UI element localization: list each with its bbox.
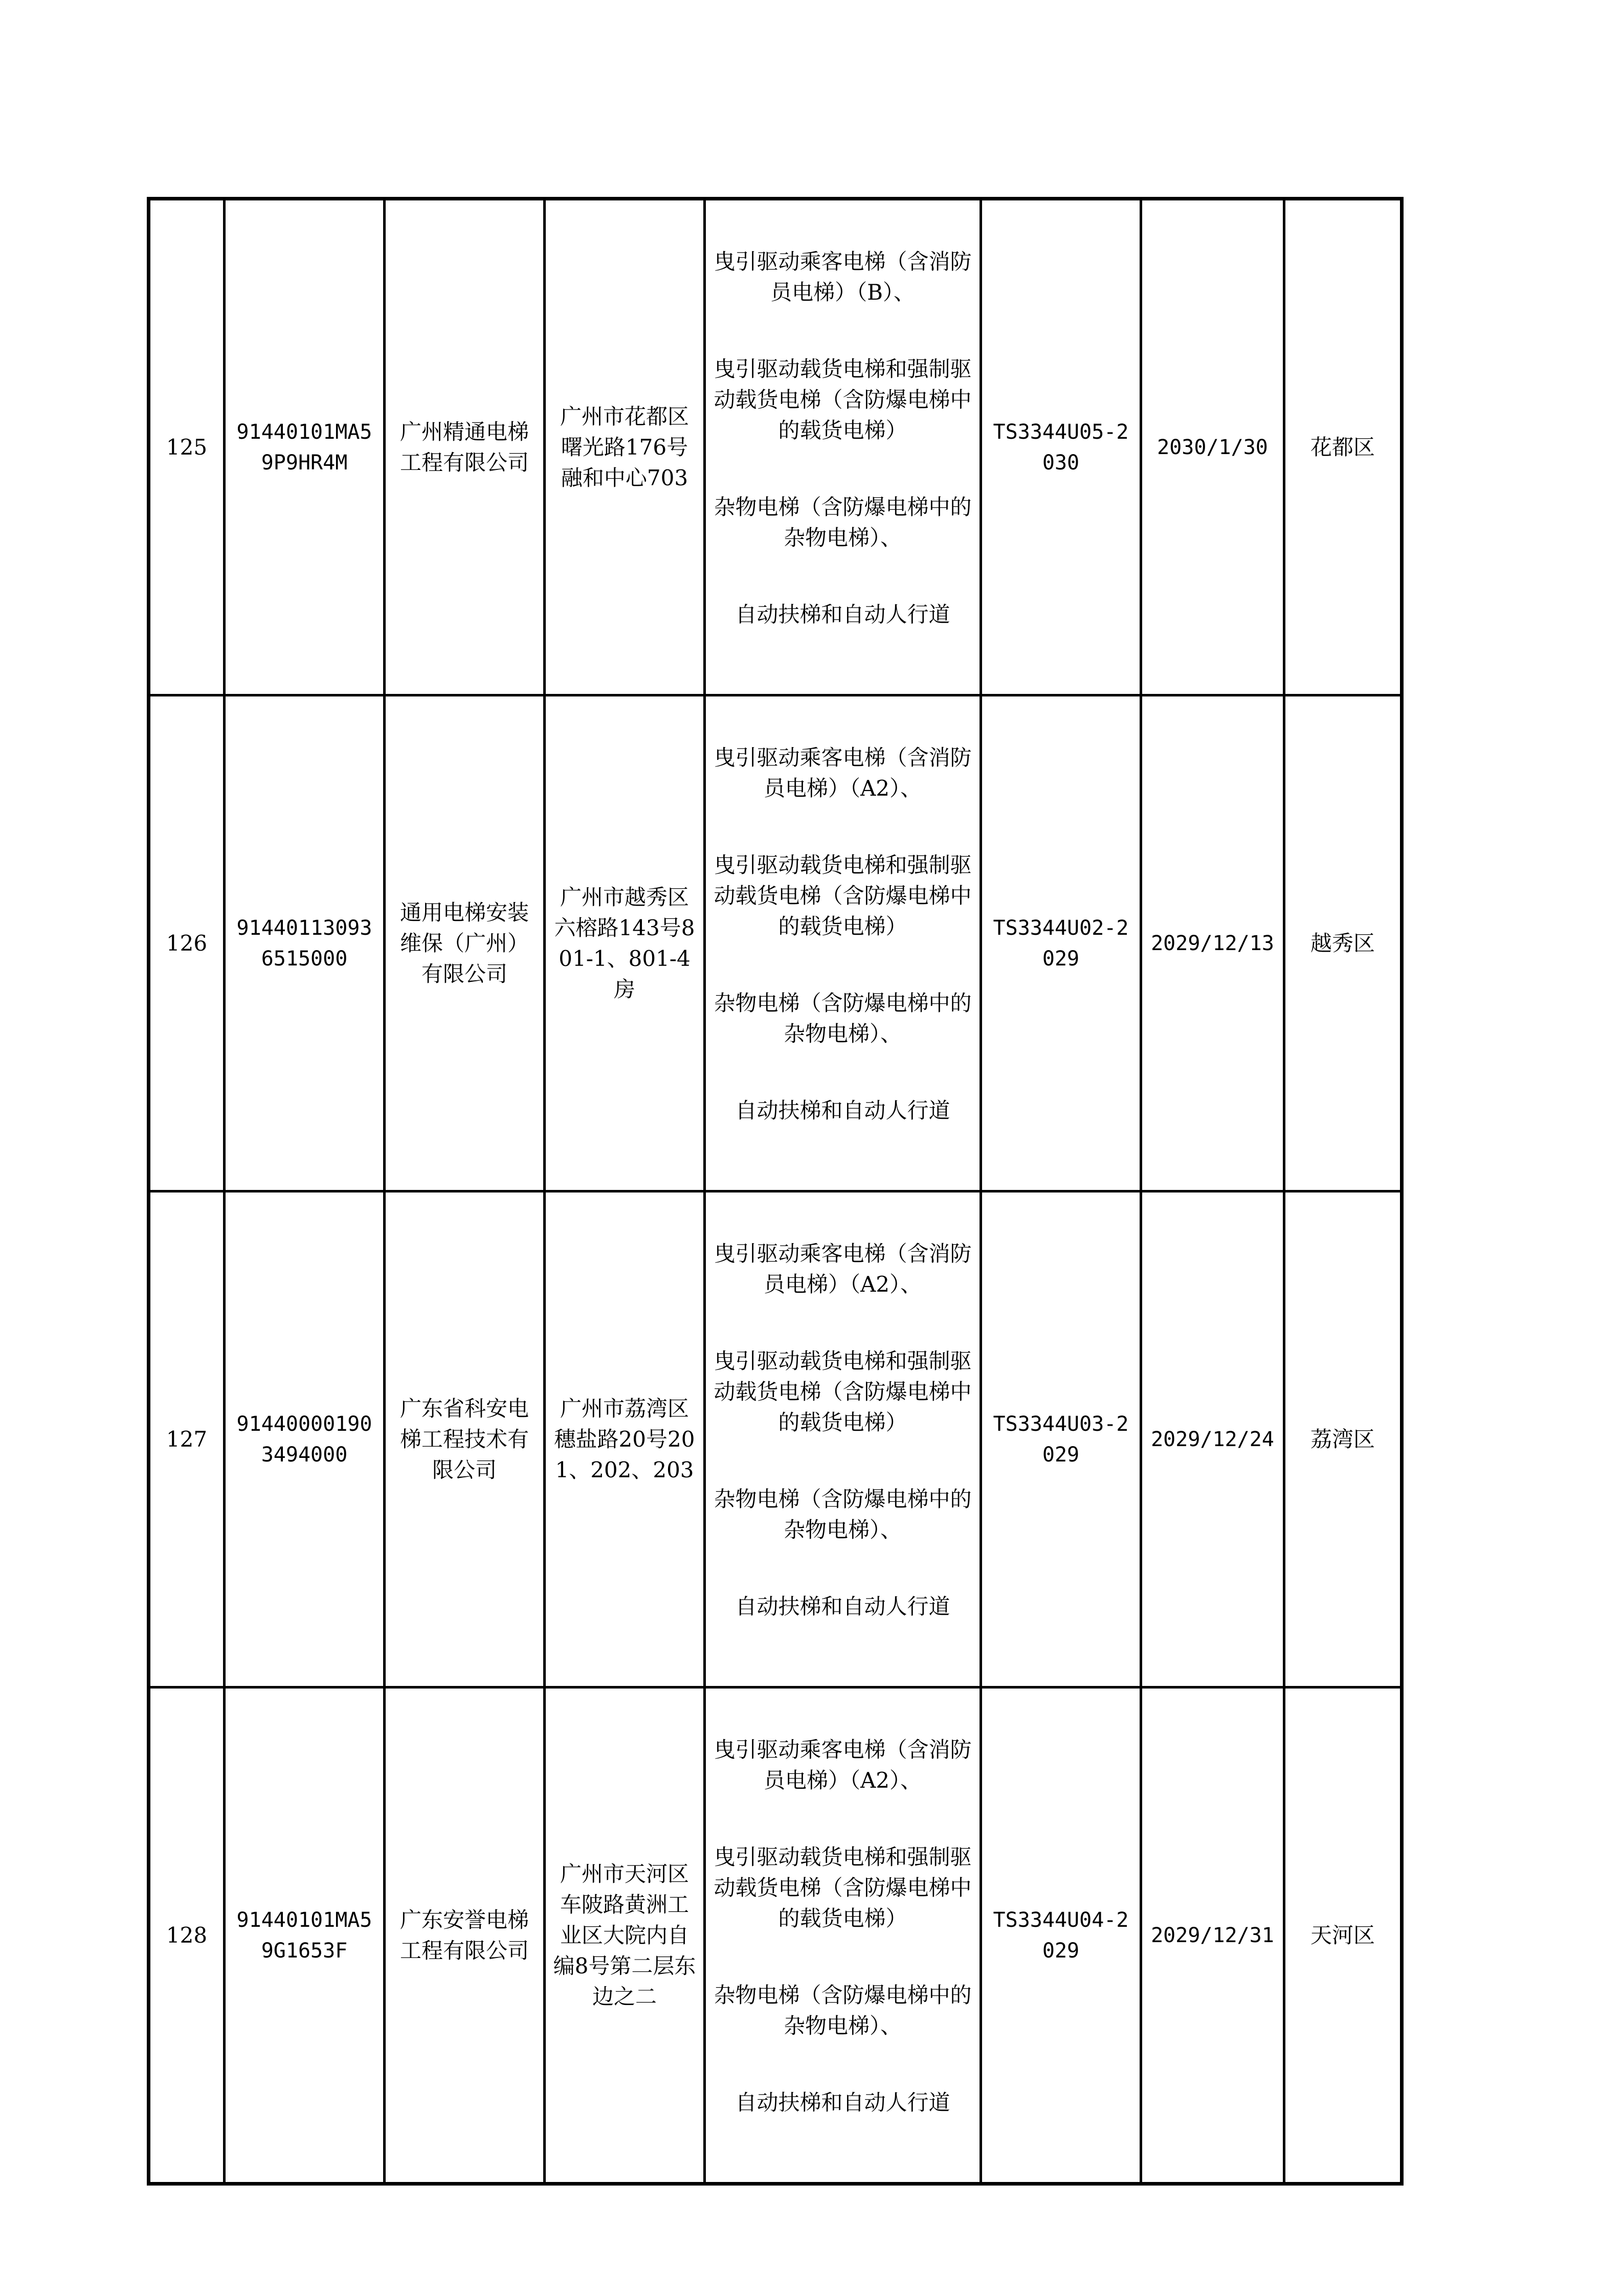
license-type-item: 杂物电梯（含防爆电梯中的杂物电梯）、 xyxy=(714,494,972,550)
credit-code-cell: 91440101MA59P9HR4M xyxy=(225,199,385,695)
table-row xyxy=(149,1687,1402,2184)
table-body xyxy=(149,199,1402,2184)
row-index-cell: 127 xyxy=(149,1191,225,1687)
license-type-item: 自动扶梯和自动人行道 xyxy=(735,1594,950,1619)
district-cell: 天河区 xyxy=(1284,1687,1402,2184)
address-cell: 广州市荔湾区穗盐路20号201、202、203 xyxy=(545,1191,705,1687)
district-cell: 花都区 xyxy=(1284,199,1402,695)
company-name-cell: 广州精通电梯工程有限公司 xyxy=(385,199,545,695)
address-cell: 广州市越秀区六榕路143号801-1、801-4房 xyxy=(545,695,705,1191)
license-type-item: 曳引驱动载货电梯和强制驱动载货电梯（含防爆电梯中的载货电梯） xyxy=(714,1348,972,1435)
license-type-item: 曳引驱动载货电梯和强制驱动载货电梯（含防爆电梯中的载货电梯） xyxy=(714,1844,972,1931)
table-row xyxy=(149,1191,1402,1687)
elevator-license-table xyxy=(147,197,1404,2186)
certificate-number-cell: TS3344U04-2029 xyxy=(981,1687,1141,2184)
license-type-item: 曳引驱动载货电梯和强制驱动载货电梯（含防爆电梯中的载货电梯） xyxy=(714,356,972,443)
certificate-number-cell: TS3344U05-2030 xyxy=(981,199,1141,695)
license-types-cell xyxy=(705,199,981,695)
license-type-item: 杂物电梯（含防爆电梯中的杂物电梯）、 xyxy=(714,991,972,1046)
license-type-item: 杂物电梯（含防爆电梯中的杂物电梯）、 xyxy=(714,1983,972,2038)
company-name-cell: 通用电梯安装维保（广州）有限公司 xyxy=(385,695,545,1191)
company-name-cell: 广东省科安电梯工程技术有限公司 xyxy=(385,1191,545,1687)
table-row xyxy=(149,199,1402,695)
license-type-item: 曳引驱动乘客电梯（含消防员电梯）（A2）、 xyxy=(714,745,972,801)
license-types-cell xyxy=(705,1687,981,2184)
address-cell: 广州市花都区曙光路176号融和中心703 xyxy=(545,199,705,695)
company-name-cell: 广东安誉电梯工程有限公司 xyxy=(385,1687,545,2184)
expiry-date-cell: 2029/12/24 xyxy=(1141,1191,1284,1687)
license-type-item: 曳引驱动乘客电梯（含消防员电梯）（A2）、 xyxy=(714,1241,972,1297)
license-type-item: 曳引驱动乘客电梯（含消防员电梯）（B）、 xyxy=(714,249,972,305)
license-type-item: 曳引驱动载货电梯和强制驱动载货电梯（含防爆电梯中的载货电梯） xyxy=(714,852,972,939)
expiry-date-cell: 2029/12/31 xyxy=(1141,1687,1284,2184)
address-cell: 广州市天河区车陂路黄洲工业区大院内自编8号第二层东边之二 xyxy=(545,1687,705,2184)
certificate-number-cell: TS3344U03-2029 xyxy=(981,1191,1141,1687)
district-cell: 越秀区 xyxy=(1284,695,1402,1191)
row-index-cell: 128 xyxy=(149,1687,225,2184)
certificate-number-cell: TS3344U02-2029 xyxy=(981,695,1141,1191)
expiry-date-cell: 2030/1/30 xyxy=(1141,199,1284,695)
license-table-container xyxy=(147,197,1400,2186)
district-cell: 荔湾区 xyxy=(1284,1191,1402,1687)
license-type-item: 杂物电梯（含防爆电梯中的杂物电梯）、 xyxy=(714,1487,972,1542)
table-row xyxy=(149,695,1402,1191)
license-types-cell xyxy=(705,695,981,1191)
expiry-date-cell: 2029/12/13 xyxy=(1141,695,1284,1191)
row-index-cell: 126 xyxy=(149,695,225,1191)
credit-code-cell: 914400001903494000 xyxy=(225,1191,385,1687)
license-type-item: 自动扶梯和自动人行道 xyxy=(735,2090,950,2115)
license-type-item: 自动扶梯和自动人行道 xyxy=(735,602,950,627)
license-types-cell xyxy=(705,1191,981,1687)
row-index-cell: 125 xyxy=(149,199,225,695)
license-type-item: 曳引驱动乘客电梯（含消防员电梯）（A2）、 xyxy=(714,1737,972,1793)
credit-code-cell: 91440101MA59G1653F xyxy=(225,1687,385,2184)
license-type-item: 自动扶梯和自动人行道 xyxy=(735,1098,950,1123)
credit-code-cell: 914401130936515000 xyxy=(225,695,385,1191)
